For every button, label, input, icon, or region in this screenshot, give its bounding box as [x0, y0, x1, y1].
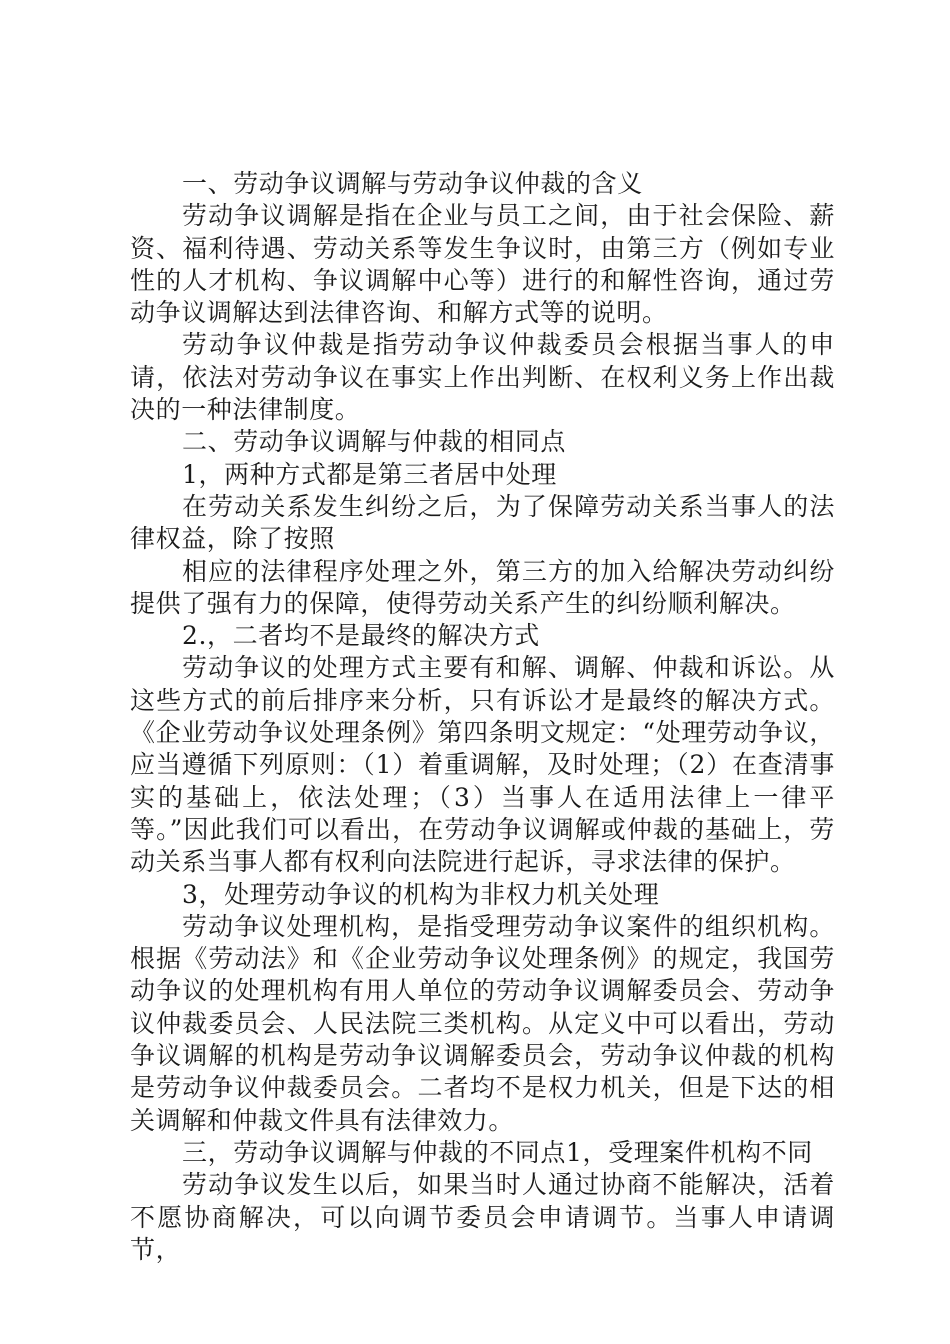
paragraph-difference-1: 劳动争议发生以后，如果当时人通过协商不能解决，活着不愿协商解决，可以向调节委员会申请调节。当事人申请调节，	[130, 1170, 835, 1264]
subheading-point-2: 2.，二者均不是最终的解决方式	[182, 621, 540, 651]
paragraph-point-1b: 相应的法律程序处理之外，第三方的加入给解决劳动纠纷提供了强有力的保障，使得劳动关系产生的纠纷顺利解决。	[130, 556, 835, 618]
subheading-point-1: 1，两种方式都是第三者居中处理	[182, 459, 557, 489]
subheading-point-3: 3，处理劳动争议的机构为非权力机关处理	[182, 879, 660, 909]
section-heading-3: 三，劳动争议调解与仲裁的不同点1，受理案件机构不同	[182, 1137, 813, 1167]
section-heading-2: 二、劳动争议调解与仲裁的相同点	[182, 427, 567, 457]
paragraph-point-1a: 在劳动关系发生纠纷之后，为了保障劳动关系当事人的法律权益，除了按照	[130, 491, 835, 554]
paragraph-point-2: 劳动争议的处理方式主要有和解、调解、仲裁和诉讼。从这些方式的前后排序来分析，只有诉讼才是最终的解决方式。《企业劳动争议处理条例》第四条明文规定：“处理劳动争议，应当遵循下列原则：（1）着重调解，及时处理；（2）在查清事实的基础上，依法处理；（3）当事人在适用法律上一律平等。”因此我们可以看出，在劳动争议调解或仲裁的基础上，劳动关系当事人都有权利向法院进行起诉，寻求法律的保护。	[130, 653, 835, 877]
paragraph-mediation-definition: 劳动争议调解是指在企业与员工之间，由于社会保险、薪资、福利待遇、劳动关系等发生争议时，由第三方（例如专业性的人才机构、争议调解中心等）进行的和解性咨询，通过劳动争议调解达到法律咨询、和解方式等的说明。	[130, 201, 835, 328]
document-body	[130, 168, 835, 1266]
paragraph-arbitration-definition: 劳动争议仲裁是指劳动争议仲裁委员会根据当事人的申请，依法对劳动争议在事实上作出判断、在权利义务上作出裁决的一种法律制度。	[130, 330, 835, 425]
paragraph-point-3: 劳动争议处理机构，是指受理劳动争议案件的组织机构。根据《劳动法》和《企业劳动争议处理条例》的规定，我国劳动争议的处理机构有用人单位的劳动争议调解委员会、劳动争议仲裁委员会、人民法院三类机构。从定义中可以看出，劳动争议调解的机构是劳动争议调解委员会，劳动争议仲裁的机构是劳动争议仲裁委员会。二者均不是权力机关，但是下达的相关调解和仲裁文件具有法律效力。	[130, 911, 835, 1135]
section-heading-1: 一、劳动争议调解与劳动争议仲裁的含义	[182, 169, 643, 198]
